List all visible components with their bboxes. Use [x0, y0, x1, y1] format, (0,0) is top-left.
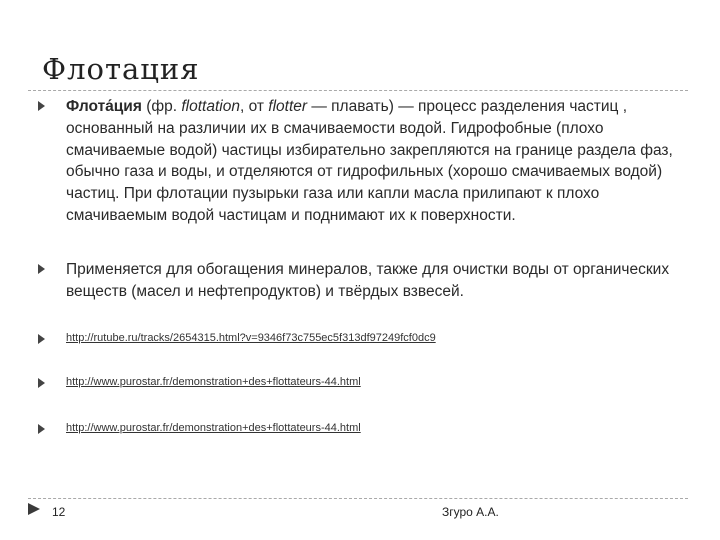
author-name: Згуро А.А. — [442, 505, 499, 519]
footer-triangle-icon — [28, 503, 40, 515]
bullet-arrow-icon — [38, 334, 45, 344]
definition-part: (фр. — [141, 98, 182, 115]
bullet-arrow-icon — [38, 101, 45, 111]
page-number: 12 — [52, 505, 66, 519]
link-purostar-1[interactable]: http://www.purostar.fr/demonstration+des+flottateurs-44.html — [66, 376, 361, 388]
definition-part: , от — [239, 98, 269, 115]
definition-french-term: flottation — [181, 98, 240, 115]
link-purostar-2[interactable]: http://www.purostar.fr/demonstration+des+flottateurs-44.html — [66, 422, 361, 434]
bullet-arrow-icon — [38, 378, 45, 388]
bullet-arrow-icon — [38, 264, 45, 274]
bullet-application: Применяется для обогащения минералов, также для очистки воды от органических веществ (масел и нефтепродуктов) и твёрдых взвесей. — [66, 261, 670, 300]
title-divider — [28, 90, 688, 91]
bullet-arrow-icon — [38, 424, 45, 434]
definition-text: — плавать) — процесс разделения частиц , основанный на различии их в смачиваемости водой. Гидрофобные (плохо смачиваемые водой) частицы избирательно закрепляются на границе раздела фаз, обычно газа и воды, и отделяются от гидрофильных (хорошо смачиваемых водой) частиц. При флотации пузырьки газа или капли масла прилипают к плохо смачиваемым водой частицам и поднимают их к поверхности. — [66, 98, 673, 224]
link-rutube[interactable]: http://rutube.ru/tracks/2654315.html?v=9346f73c755ec5f313df97249fcf0dc9 — [66, 332, 436, 344]
slide-title: Флотация — [42, 52, 200, 86]
footer-divider — [28, 498, 688, 499]
term-lead: Флота́ция — [66, 98, 142, 115]
bullet-definition — [66, 96, 681, 227]
definition-french-verb: flotter — [268, 98, 308, 115]
